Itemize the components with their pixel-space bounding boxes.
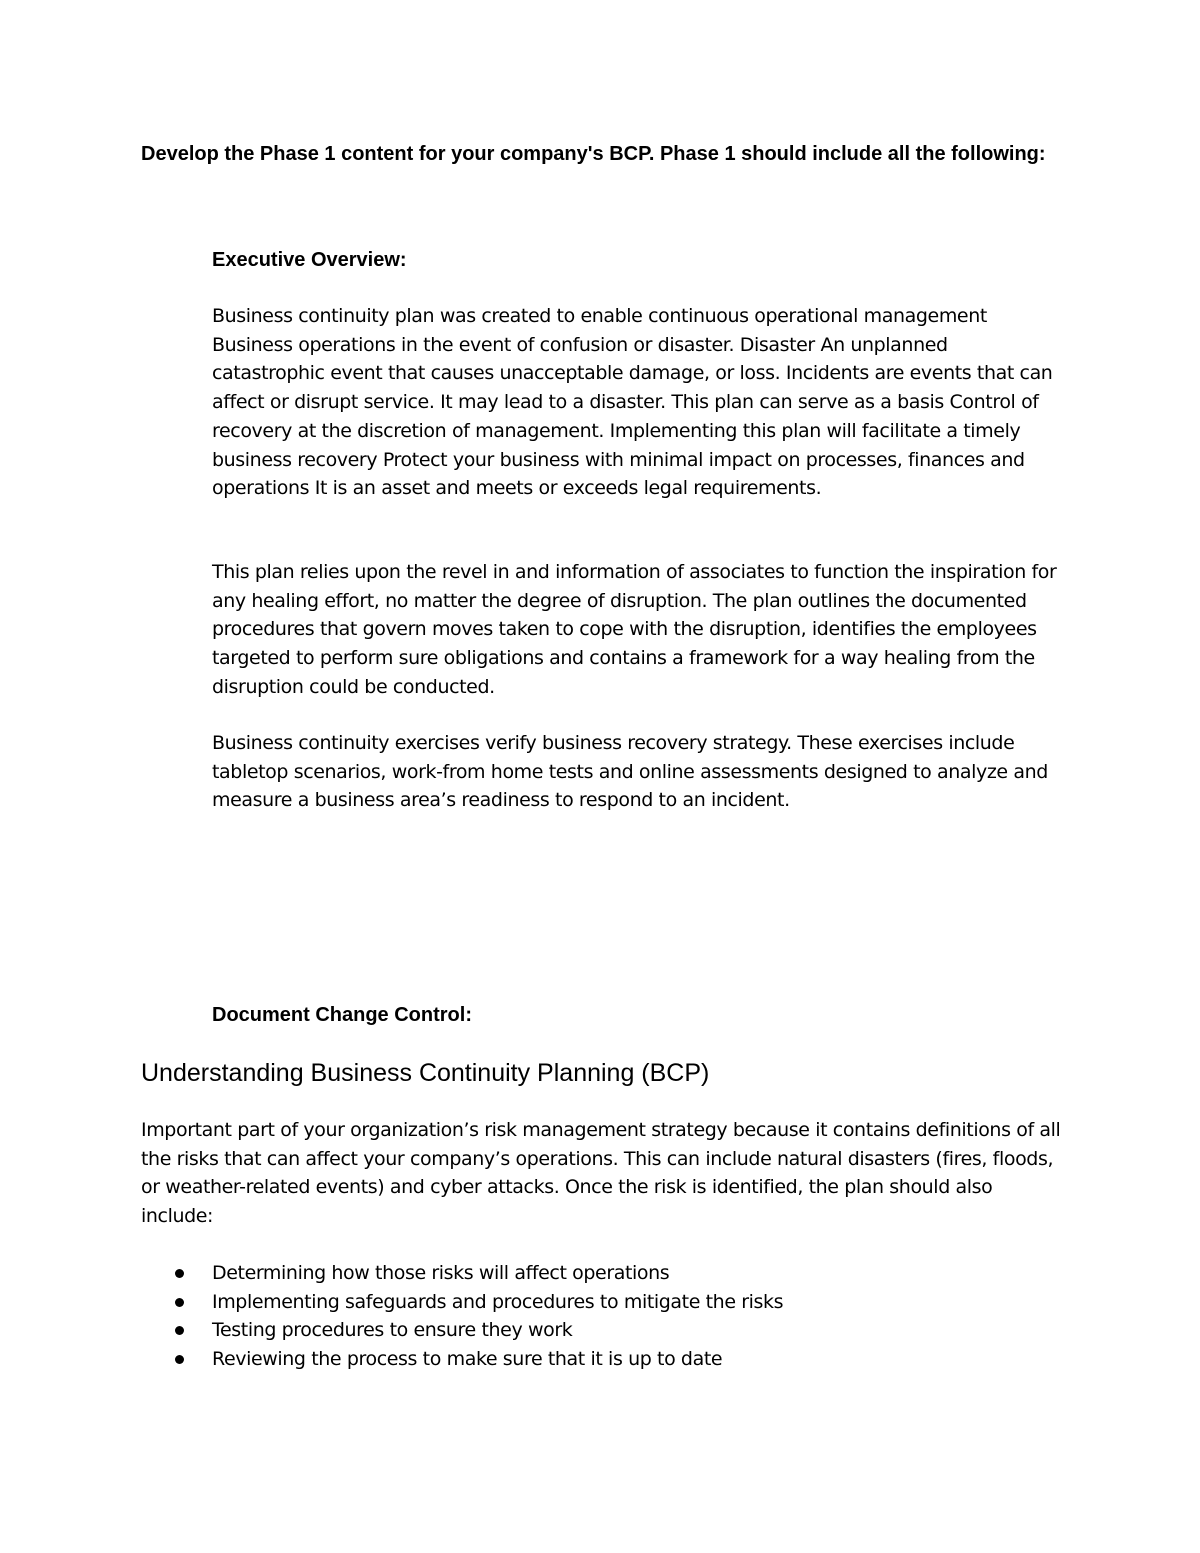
bcp-intro-paragraph: Important part of your organization’s risk management strategy because it contains definitions of all the risks that can affect your company’s operations. This can include natural disasters (fires, floods, or weather-related events) and cyber attacks. Once the risk is identified, the plan should also include: (141, 1119, 1061, 1228)
list-item (170, 1316, 783, 1345)
assignment-prompt: Develop the Phase 1 content for your company's BCP. Phase 1 should include all the following: (141, 143, 1046, 165)
executive-overview-paragraph-1: Business continuity plan was created to enable continuous operational management Business operations in the event of confusion or disaster. Disaster An unplanned catastrophic event that causes unacceptable damage, or loss. Incidents are events that can affect or disrupt service. It may lead to a disaster. This plan can serve as a basis Control of recovery at the discretion of management. Implementing this plan will facilitate a timely business recovery Protect your business with minimal impact on processes, finances and operations It is an asset and meets or exceeds legal requirements. (212, 305, 1053, 500)
bullet-icon (175, 1298, 184, 1307)
list-item-text: Determining how those risks will affect operations (212, 1262, 670, 1284)
list-item (170, 1345, 783, 1374)
executive-overview-paragraph-3: Business continuity exercises verify business recovery strategy. These exercises include tabletop scenarios, work-from home tests and online assessments designed to analyze and measure a business area’s readiness to respond to an incident. (212, 732, 1048, 812)
bcp-section-title: Understanding Business Continuity Planning (BCP) (141, 1059, 710, 1087)
list-item (170, 1288, 783, 1317)
bullet-icon (175, 1326, 184, 1335)
list-item-text: Implementing safeguards and procedures to mitigate the risks (212, 1290, 784, 1313)
bullet-icon (175, 1355, 184, 1364)
list-item (170, 1259, 783, 1288)
document-change-control-heading: Document Change Control: (212, 1004, 472, 1026)
bcp-bullet-list (170, 1259, 783, 1374)
executive-overview-paragraph-2: This plan relies upon the revel in and information of associates to function the inspiration for any healing effort, no matter the degree of disruption. The plan outlines the documented procedures that govern moves taken to cope with the disruption, identifies the employees targeted to perform sure obligations and contains a framework for a way healing from the disruption could be conducted. (212, 561, 1057, 698)
list-item-text: Testing procedures to ensure they work (212, 1319, 573, 1342)
bullet-icon (175, 1269, 184, 1278)
list-item-text: Reviewing the process to make sure that it is up to date (212, 1348, 723, 1371)
executive-overview-heading: Executive Overview: (212, 249, 407, 271)
